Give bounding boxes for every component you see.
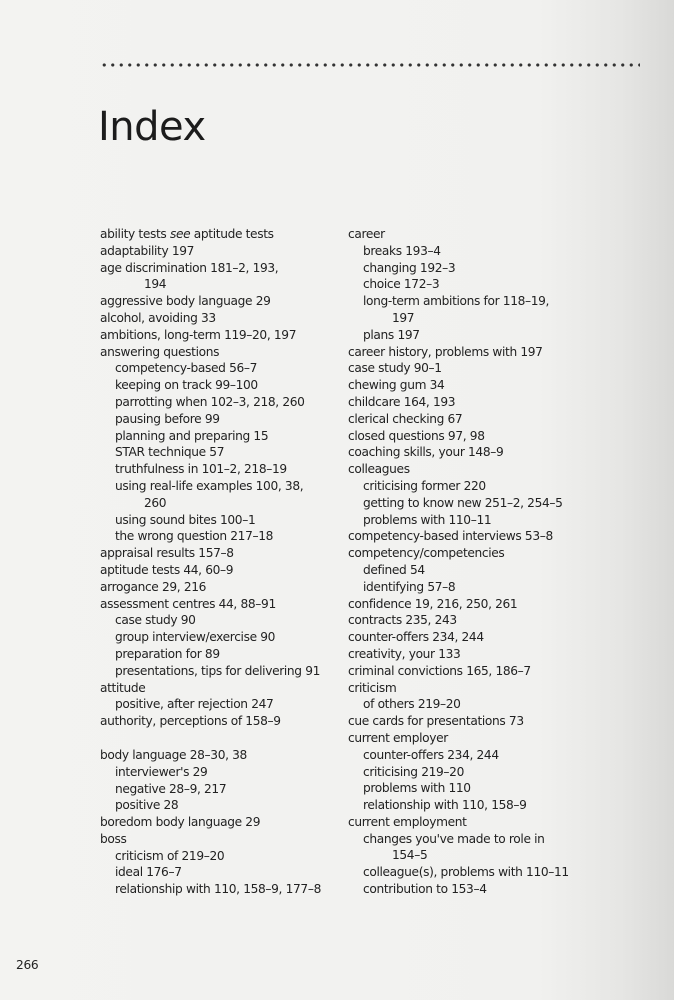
index-entry <box>100 310 335 327</box>
index-entry <box>100 680 335 697</box>
entry-text: counter-offers 234, 244 <box>363 747 499 762</box>
entry-text: aptitude tests 44, 60–9 <box>100 562 234 577</box>
index-subentry <box>100 629 335 646</box>
entry-text: age discrimination 181–2, 193, <box>100 260 279 275</box>
entry-text: ability tests <box>100 227 167 241</box>
entry-text: career <box>348 227 385 241</box>
entry-text: coaching skills, your 148–9 <box>348 445 504 460</box>
entry-text: getting to know new 251–2, 254–5 <box>363 495 563 510</box>
entry-text: clerical checking 67 <box>348 411 463 426</box>
entry-text: planning and preparing 15 <box>115 428 269 443</box>
index-subentry <box>100 528 335 545</box>
index-entry <box>100 562 335 579</box>
cross-reference-target: aptitude tests <box>193 227 274 241</box>
entry-text: criticising 219–20 <box>363 764 464 779</box>
entry-text: cue cards for presentations 73 <box>348 714 524 729</box>
entry-text: presentations, tips for delivering 91 <box>115 663 321 678</box>
entry-text: career history, problems with 197 <box>348 344 543 359</box>
index-section-gap <box>100 730 335 747</box>
entry-text: boss <box>100 831 127 846</box>
index-entry <box>348 680 588 697</box>
entry-text: confidence 19, 216, 250, 261 <box>348 596 518 611</box>
index-subentry <box>100 663 335 680</box>
page-number: 266 <box>16 958 39 972</box>
entry-text: of others 219–20 <box>363 697 461 712</box>
index-subentry <box>100 360 335 377</box>
entry-text: childcare 164, 193 <box>348 394 456 409</box>
entry-text: criticism of 219–20 <box>115 848 225 863</box>
index-entry <box>348 646 588 663</box>
entry-text: 260 <box>144 495 167 510</box>
entry-text: adaptability 197 <box>100 243 195 258</box>
index-subentry <box>348 293 588 310</box>
entry-text: keeping on track 99–100 <box>115 378 258 393</box>
index-column-right <box>348 226 588 898</box>
entry-text: ambitions, long-term 119–20, 197 <box>100 327 297 342</box>
index-subentry <box>100 797 335 814</box>
index-subentry <box>348 764 588 781</box>
index-subentry <box>348 797 588 814</box>
index-entry <box>348 377 588 394</box>
entry-text: positive 28 <box>115 798 179 813</box>
index-subentry <box>348 495 588 512</box>
entry-text: pausing before 99 <box>115 411 220 426</box>
index-entry <box>100 831 335 848</box>
dotted-rule <box>100 62 640 68</box>
index-subentry <box>348 881 588 898</box>
index-entry <box>348 428 588 445</box>
index-subentry <box>100 478 335 495</box>
entry-text: attitude <box>100 680 146 695</box>
index-entry <box>348 730 588 747</box>
index-entry <box>348 444 588 461</box>
entry-text: competency/competencies <box>348 546 505 561</box>
entry-text: the wrong question 217–18 <box>115 529 274 544</box>
entry-text: choice 172–3 <box>363 277 440 292</box>
index-entry <box>348 713 588 730</box>
entry-text: 197 <box>392 310 415 325</box>
index-entry <box>348 612 588 629</box>
index-subentry <box>348 512 588 529</box>
index-subentry <box>348 243 588 260</box>
entry-text: long-term ambitions for 118–19, <box>363 294 550 309</box>
entry-text: creativity, your 133 <box>348 646 461 661</box>
entry-text: alcohol, avoiding 33 <box>100 310 216 325</box>
index-entry <box>100 713 335 730</box>
index-entry <box>348 461 588 478</box>
entry-text: negative 28–9, 217 <box>115 781 227 796</box>
index-subentry <box>100 764 335 781</box>
entry-text: plans 197 <box>363 327 420 342</box>
page-title: Index <box>98 104 206 150</box>
index-entry <box>100 579 335 596</box>
index-entry <box>100 327 335 344</box>
index-entry <box>100 344 335 361</box>
index-entry <box>348 629 588 646</box>
index-entry <box>100 226 335 243</box>
entry-text: using real-life examples 100, 38, <box>115 478 304 493</box>
index-entry <box>100 293 335 310</box>
entry-text: problems with 110 <box>363 781 471 796</box>
entry-text: closed questions 97, 98 <box>348 428 485 443</box>
entry-text: case study 90 <box>115 613 196 628</box>
entry-text: current employment <box>348 814 467 829</box>
index-subentry <box>348 696 588 713</box>
index-entry <box>100 243 335 260</box>
entry-text: criticism <box>348 680 397 695</box>
index-entry <box>348 226 588 243</box>
index-subentry <box>348 327 588 344</box>
index-entry <box>100 260 335 277</box>
index-subentry <box>100 276 335 293</box>
index-subentry <box>348 260 588 277</box>
index-subentry <box>348 478 588 495</box>
entry-text: answering questions <box>100 344 220 359</box>
index-subentry <box>100 612 335 629</box>
entry-text: criticising former 220 <box>363 478 486 493</box>
entry-text: counter-offers 234, 244 <box>348 630 484 645</box>
index-subentry <box>348 579 588 596</box>
entry-text: colleagues <box>348 462 410 477</box>
entry-text: 194 <box>144 277 167 292</box>
entry-text: assessment centres 44, 88–91 <box>100 596 276 611</box>
index-subentry <box>100 394 335 411</box>
index-entry <box>348 344 588 361</box>
entry-text: appraisal results 157–8 <box>100 546 234 561</box>
entry-text: relationship with 110, 158–9 <box>363 798 527 813</box>
index-subentry <box>100 461 335 478</box>
entry-text: body language 28–30, 38 <box>100 747 247 762</box>
index-entry <box>348 411 588 428</box>
index-subentry <box>100 881 335 898</box>
index-subentry <box>348 562 588 579</box>
index-entry <box>100 814 335 831</box>
index-subentry <box>100 696 335 713</box>
index-entry <box>348 528 588 545</box>
entry-text: 154–5 <box>392 848 428 863</box>
entry-text: identifying 57–8 <box>363 579 456 594</box>
entry-text: defined 54 <box>363 562 425 577</box>
entry-text: colleague(s), problems with 110–11 <box>363 865 569 880</box>
index-subentry <box>348 276 588 293</box>
entry-text: STAR technique 57 <box>115 445 225 460</box>
entry-text: chewing gum 34 <box>348 378 445 393</box>
index-subentry <box>348 310 588 327</box>
index-entry <box>348 596 588 613</box>
entry-text: arrogance 29, 216 <box>100 579 207 594</box>
index-column-left <box>100 226 335 898</box>
index-subentry <box>100 864 335 881</box>
index-subentry <box>348 864 588 881</box>
index-subentry <box>100 428 335 445</box>
entry-text: interviewer's 29 <box>115 764 208 779</box>
index-subentry <box>348 780 588 797</box>
index-subentry <box>100 646 335 663</box>
entry-text: ideal 176–7 <box>115 865 182 880</box>
entry-text: contracts 235, 243 <box>348 613 457 628</box>
entry-text: boredom body language 29 <box>100 815 261 830</box>
index-entry <box>100 747 335 764</box>
entry-text: preparation for 89 <box>115 646 220 661</box>
index-subentry <box>100 495 335 512</box>
entry-text: breaks 193–4 <box>363 243 441 258</box>
entry-text: problems with 110–11 <box>363 512 492 527</box>
entry-text: competency-based 56–7 <box>115 361 258 376</box>
entry-text: criminal convictions 165, 186–7 <box>348 663 531 678</box>
entry-text: competency-based interviews 53–8 <box>348 529 553 544</box>
index-subentry <box>100 848 335 865</box>
index-subentry <box>348 847 588 864</box>
entry-text: parrotting when 102–3, 218, 260 <box>115 394 305 409</box>
index-subentry <box>348 831 588 848</box>
cross-reference-see: see <box>169 227 191 241</box>
index-subentry <box>100 411 335 428</box>
entry-text: using sound bites 100–1 <box>115 512 256 527</box>
index-entry <box>100 545 335 562</box>
index-subentry <box>100 781 335 798</box>
entry-text: contribution to 153–4 <box>363 882 487 897</box>
index-entry <box>348 545 588 562</box>
entry-text: changes you've made to role in <box>363 831 545 846</box>
index-subentry <box>100 377 335 394</box>
entry-text: changing 192–3 <box>363 260 456 275</box>
entry-text: current employer <box>348 730 448 745</box>
entry-text: aggressive body language 29 <box>100 294 271 309</box>
index-entry <box>348 814 588 831</box>
index-subentry <box>348 747 588 764</box>
entry-text: group interview/exercise 90 <box>115 630 276 645</box>
index-subentry <box>100 512 335 529</box>
index-entry <box>348 663 588 680</box>
entry-text: truthfulness in 101–2, 218–19 <box>115 462 287 477</box>
index-entry <box>100 596 335 613</box>
entry-text: case study 90–1 <box>348 361 442 376</box>
entry-text: relationship with 110, 158–9, 177–8 <box>115 882 321 897</box>
entry-text: authority, perceptions of 158–9 <box>100 714 281 729</box>
index-entry <box>348 394 588 411</box>
index-entry <box>348 360 588 377</box>
entry-text: positive, after rejection 247 <box>115 697 274 712</box>
index-subentry <box>100 444 335 461</box>
